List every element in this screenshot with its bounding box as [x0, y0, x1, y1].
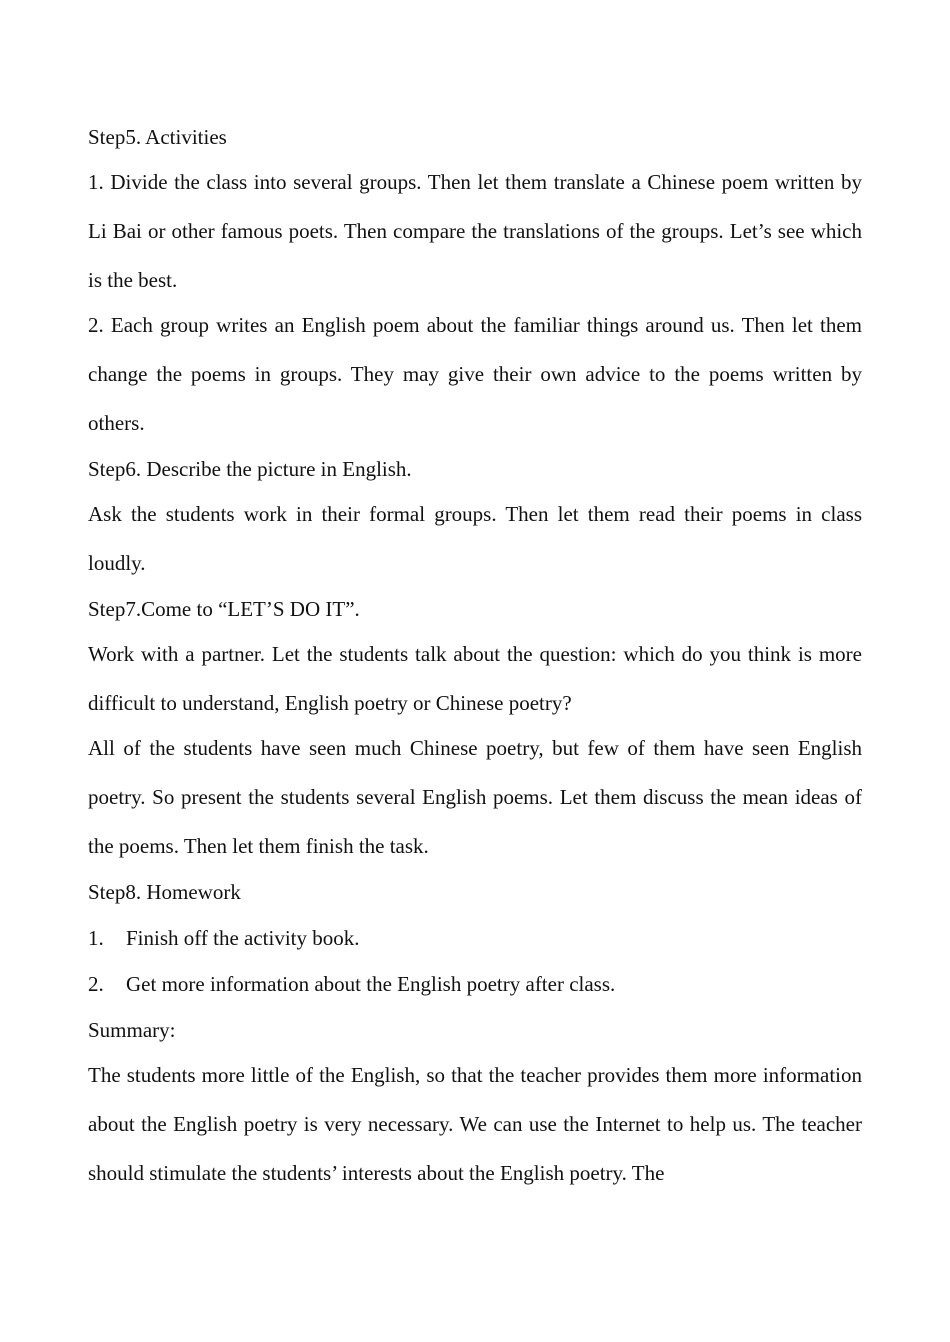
step5-item-2: 2. Each group writes an English poem about the familiar things around us. Then let them change the poems in groups. They may give their own advice to the poems written by others.	[88, 313, 862, 435]
step6-body: Ask the students work in their formal groups. Then let them read their poems in class loudly.	[88, 502, 862, 575]
summary-heading: Summary:	[88, 1018, 176, 1042]
step7-body-2: All of the students have seen much Chinese poetry, but few of them have seen English poetry. So present the students several English poems. Let them discuss the mean ideas of the poems. Then let them finish the task.	[88, 736, 862, 858]
step7-heading: Step7.Come to “LET’S DO IT”.	[88, 597, 360, 621]
summary-body: The students more little of the English, so that the teacher provides them more information about the English poetry is very necessary. We can use the Internet to help us. The teacher should stimulate the students’ interests about the English poetry. The	[88, 1063, 862, 1185]
list-text: Get more information about the English poetry after class.	[126, 972, 616, 996]
step5-item-1: 1. Divide the class into several groups. Then let them translate a Chinese poem written by Li Bai or other famous poets. Then compare the translations of the groups. Let’s see which is the best.	[88, 170, 862, 292]
document-page	[88, 120, 862, 1202]
step5-heading: Step5. Activities	[88, 125, 227, 149]
step7-body-1: Work with a partner. Let the students talk about the question: which do you think is more difficult to understand, English poetry or Chinese poetry?	[88, 642, 862, 715]
list-number: 1.	[88, 926, 104, 950]
list-number: 2.	[88, 972, 104, 996]
homework-list-item	[88, 967, 862, 1001]
list-text: Finish off the activity book.	[126, 926, 360, 950]
step8-heading: Step8. Homework	[88, 880, 241, 904]
step6-heading: Step6. Describe the picture in English.	[88, 457, 412, 481]
homework-list-item	[88, 921, 862, 955]
